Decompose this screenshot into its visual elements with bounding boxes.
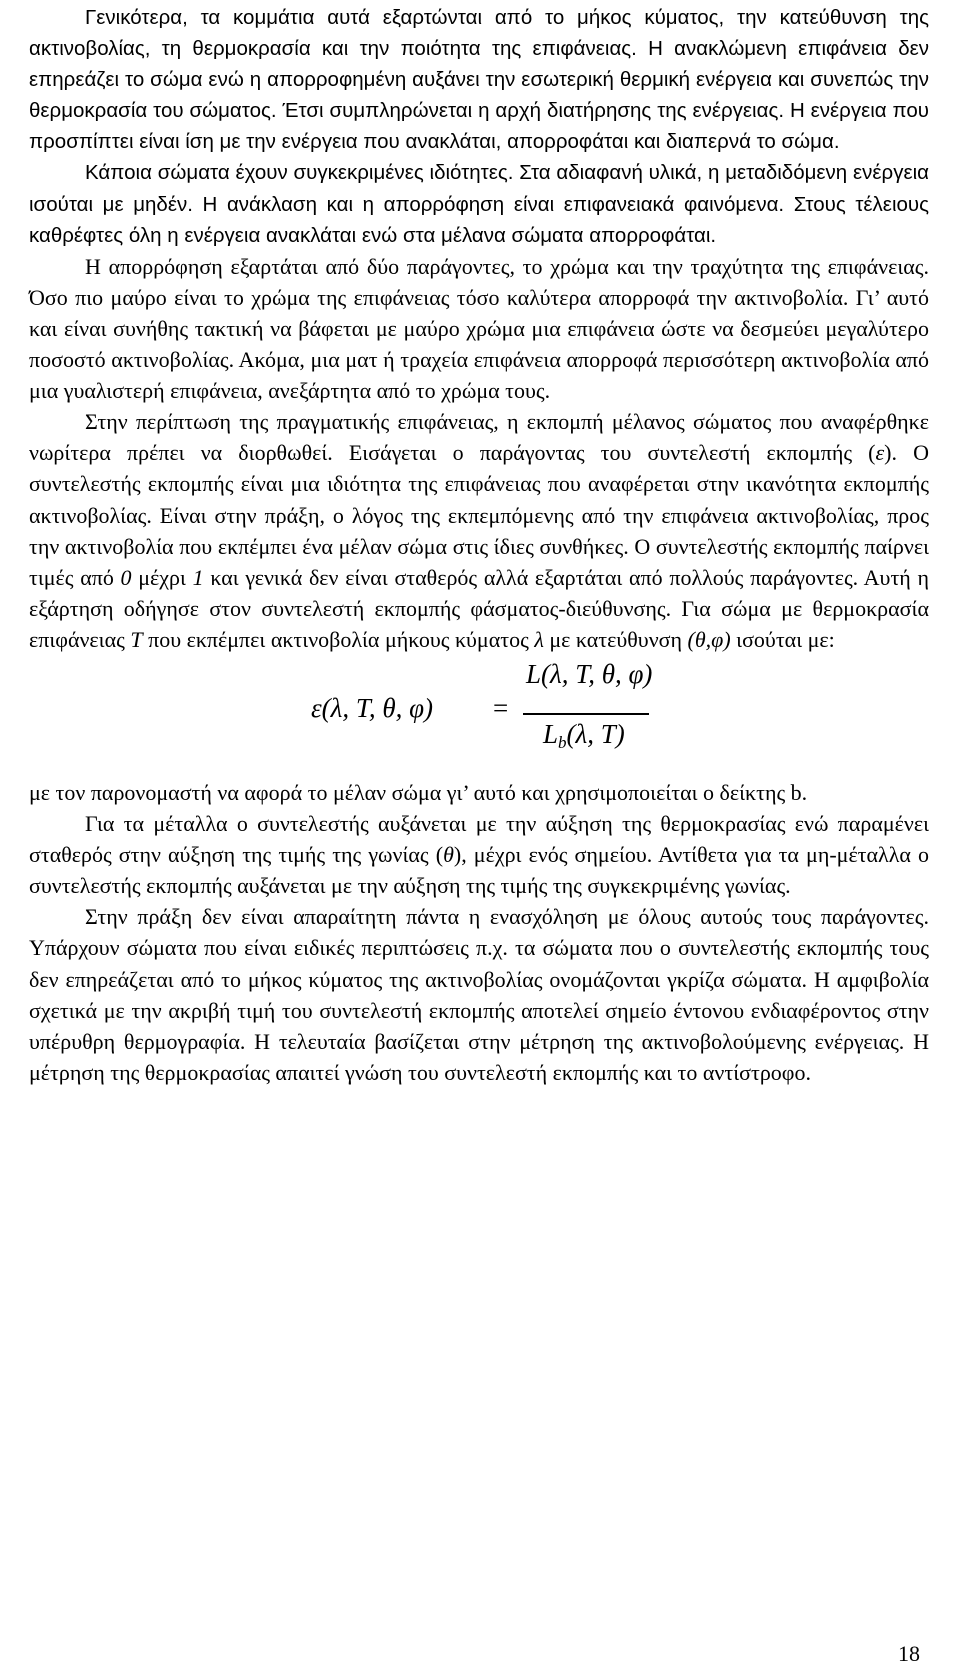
p4-text-b: ). Ο συντελεστής εκπομπής είναι μια ιδιότητα της επιφάνειας που αναφέρεται στην ικανότητα εκπομπής ακτινοβολίας. Είναι στην πράξη, ο λόγος της εκπεμπόμενης από την επιφάνεια ακτινοβολίας, προς την ακτινοβολία που εκπέμπει ένα μέλαν σώμα στις ίδιες συνθήκες. Ο συντελεστής εκπομπής παίρνει τιμές από (29, 440, 929, 590)
equation-equals: = (493, 692, 509, 723)
p4-text-c: μέχρι (131, 564, 193, 590)
equation-lhs: ε(λ, T, θ, φ) (311, 692, 434, 723)
paragraph-6 (29, 808, 929, 901)
p4-text-a: Στην περίπτωση της πραγματικής επιφάνειας, η εκπομπή μέλανος σώματος που αναφέρθηκε νωρίτερα πρέπει να διορθωθεί. Εισάγεται ο παράγοντας του συντελεστή εκπομπής ( (29, 409, 929, 466)
p4-epsilon: ε (875, 440, 885, 466)
p4-direction-symbol: (θ,φ) (687, 626, 731, 652)
p4-zero: 0 (120, 564, 132, 590)
p4-text-d: και γενικά δεν είναι σταθερός αλλά εξαρτάται από πολλούς παράγοντες. Αυτή η εξάρτηση οδήγησε στον συντελεστή εκπομπής φάσματος-διεύθυνσης. Για σώμα με θερμοκρασία επιφάνειας (29, 564, 929, 652)
p6-text-a: Για τα μέταλλα ο συντελεστής αυξάνεται με την αύξηση της θερμοκρασίας ενώ παραμένει σταθερός στην αύξηση της τιμής της γωνίας ( (29, 811, 929, 868)
paragraph-1: Γενικότερα, τα κομμάτια αυτά εξαρτώνται από το μήκος κύματος, την κατεύθυνση της ακτινοβολίας, τη θερμοκρασία και την ποιότητα της επιφάνειας. Η ανακλώμενη επιφάνεια δεν επηρεάζει το σώμα ενώ η απορροφημένη αυξάνει την εσωτερική θερμική ενέργεια και συνεπώς την θερμοκρασία του σώματος. Έτσι συμπληρώνεται η αρχή διατήρησης της ενέργειας. Η ενέργεια που προσπίπτει είναι ίση με την ενέργεια που ανακλάται, απορροφάται και διαπερνά το σώμα. (29, 6, 929, 154)
p6-text-b: ), μέχρι ενός σημείου. Αντίθετα για τα μη-μέταλλα ο συντελεστής εκπομπής αυξάνεται με την αύξηση της τιμής της συγκεκριμένης γωνίας. (29, 842, 929, 899)
denominator-subscript: b (558, 732, 567, 752)
paragraph-2: Κάποια σώματα έχουν συγκεκριμένες ιδιότητες. Στα αδιαφανή υλικά, η μεταδιδόμενη ενέργεια ισούται με μηδέν. Η ανάκλαση και η απορρόφηση είναι επιφανειακά φαινόμενα. Στους τέλειους καθρέφτες όλη η ενέργεια ανακλάται ενώ στα μέλανα σώματα απορροφάται. (29, 161, 929, 247)
paragraph-7: Στην πράξη δεν είναι απαραίτητη πάντα η ενασχόληση με όλους αυτούς τους παράγοντες. Υπάρχουν σώματα που είναι ειδικές περιπτώσεις π.χ. τα σώματα που ο συντελεστής εκπομπής τους δεν επηρεάζεται από το μήκος κύματος της ακτινοβολίας ονομάζονται γκρίζα σώματα. Η αμφιβολία σχετικά με την ακριβή τιμή του συντελεστή εκπομπής αποτελεί σημείο έντονου ενδιαφέροντος στην υπέρυθρη θερμογραφία. Η τελευταία βασίζεται στην μέτρηση της ακτινοβολούμενης ενέργειας. Η μέτρηση της θερμοκρασίας απαιτεί γνώση του συντελεστή εκπομπής και το αντίστροφο. (29, 904, 929, 1085)
denominator-L: L (543, 718, 559, 749)
p6-theta-symbol: θ (443, 842, 454, 868)
page-number: 18 (898, 1641, 920, 1666)
emissivity-equation (29, 655, 929, 777)
p4-temperature-symbol: T (130, 626, 143, 652)
p4-text-g: ισούται με: (730, 626, 835, 652)
paragraph-3: Η απορρόφηση εξαρτάται από δύο παράγοντες, το χρώμα και την τραχύτητα της επιφάνειας. Όσο πιο μαύρο είναι το χρώμα της επιφάνειας τόσο καλύτερα απορροφά την ακτινοβολία. Γι’ αυτό και είναι συνήθης τακτική να βάφεται με μαύρο χρώμα μια επιφάνεια ώστε να δεσμεύει μεγαλύτερο ποσοστό ακτινοβολίας. Ακόμα, μια ματ ή τραχεία επιφάνεια απορροφά περισσότερη ακτινοβολία από μια γυαλιστερή επιφάνεια, ανεξάρτητα από το χρώμα τους. (29, 253, 929, 404)
p4-lambda-symbol: λ (534, 626, 544, 652)
denominator-args: (λ, T) (566, 718, 625, 749)
equation-numerator: L(λ, T, θ, φ) (526, 658, 653, 689)
fraction-bar (523, 713, 649, 715)
paragraph-4 (29, 406, 929, 655)
p4-text-e: που εκπέμπει ακτινοβολία μήκους κύματος (142, 626, 535, 652)
p4-text-f: με κατεύθυνση (543, 626, 688, 652)
text-column (29, 2, 929, 1088)
p4-one: 1 (192, 564, 204, 590)
paragraph-5: με τον παρονομαστή να αφορά το μέλαν σώμα γι’ αυτό και χρησιμοποιείται ο δείκτης b. (29, 779, 808, 805)
equation-denominator (543, 719, 625, 753)
